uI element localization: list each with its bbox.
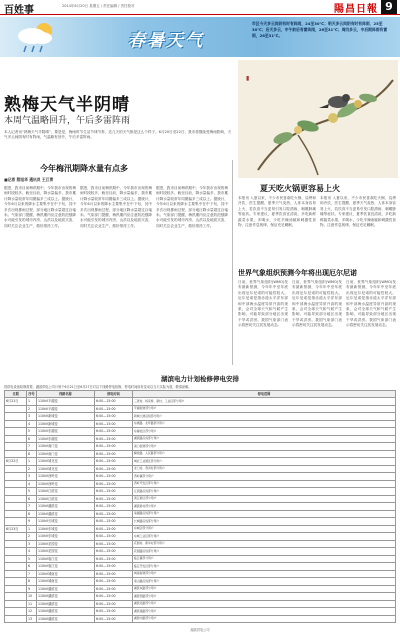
schedule-cell-line: 110kV湖滨变 — [37, 503, 95, 511]
schedule-cell-time: 6:00—15:00 — [95, 420, 133, 428]
schedule-cell-no: 5 — [27, 488, 37, 496]
schedule-header-no: 序号 — [28, 392, 35, 396]
table-row — [5, 555, 396, 563]
schedule-cell-line: 110kV东湖变 — [37, 428, 95, 436]
schedule-cell-time: 6:00—15:00 — [95, 615, 133, 623]
schedule-cell-no: 2 — [27, 465, 37, 473]
schedule-cell-date — [5, 578, 27, 586]
schedule-cell-time: 6:00—15:00 — [95, 458, 133, 466]
schedule-cell-area: 西岭镇部分用户 — [133, 473, 396, 481]
schedule-cell-no: 4 — [27, 480, 37, 488]
cloud-rain-icon — [12, 21, 60, 55]
schedule-cell-date — [5, 540, 27, 548]
flood-article-body-col2: 据悉，我市目前梅汛期中，今年我市出现的梅雨时段较多，截至目前，降水量偏多，我市累计降水量较常年同期偏多三成以上。据统计，今年6月以来的降水主要集中在中下旬，其中多次出现暴雨过程，部分地区降水量超过百毫米。气象部门提醒，梅汛期内应注意防范强降水可能引发的城市内涝、山洪以及地质灾害，同时关注农业生产，做好排涝工作。 — [80, 186, 152, 228]
table-row — [5, 398, 396, 406]
schedule-cell-area: 滨江新区部分用户 — [133, 495, 396, 503]
schedule-cell-no: 8 — [27, 578, 37, 586]
schedule-cell-line: 110kV江滨变 — [37, 488, 95, 496]
schedule-cell-no: 9 — [27, 518, 37, 526]
table-row — [5, 458, 396, 466]
schedule-cell-no: 11 — [27, 600, 37, 608]
flood-article-body-col3: 据悉，我市目前梅汛期中，今年我市出现的梅雨时段较多，截至目前，降水量偏多，我市累计降水量较常年同期偏多三成以上。据统计，今年6月以来的降水主要集中在中下旬，其中多次出现暴雨过程，部分地区降水量超过百毫米。气象部门提醒，梅汛期内应注意防范强降水可能引发的城市内涝、山洪以及地质灾害，同时关注农业生产，做好排涝工作。 — [156, 186, 228, 228]
schedule-cell-date — [5, 428, 27, 436]
schedule-cell-area: 湖滨东路部分用户 — [133, 585, 396, 593]
schedule-cell-no: 5 — [27, 555, 37, 563]
schedule-cell-time: 6:00—15:00 — [95, 473, 133, 481]
schedule-cell-date — [5, 435, 27, 443]
schedule-cell-area: 东湖社区部分用户 — [133, 428, 396, 436]
lead-paragraph: 本人记者讯“熟梅天气半阴晴”，要是是，梅雨时节生活节律节奏，近几天的天气都是这么个样子。6月20日至22日，我市将继续受梅雨影响，天气多云间阴有时有阵雨，气温略有回升，午后多雷阵雨。 — [4, 130, 232, 140]
schedule-cell-no: 7 — [27, 570, 37, 578]
schedule-cell-area: 城北工业园区部分用户 — [133, 458, 396, 466]
schedule-cell-time: 6:00—15:00 — [95, 465, 133, 473]
schedule-header-area: 停电范围 — [133, 391, 396, 398]
schedule-cell-time: 6:00—15:00 — [95, 518, 133, 526]
table-row — [5, 525, 396, 533]
schedule-cell-time: 6:00—15:00 — [95, 585, 133, 593]
schedule-cell-line: 110kV湖滨变 — [37, 615, 95, 623]
schedule-cell-no: 1 — [27, 525, 37, 533]
schedule-cell-date — [5, 615, 27, 623]
schedule-cell-line: 110kV湖滨变 — [37, 593, 95, 601]
schedule-cell-line: 110kV花园变 — [37, 540, 95, 548]
schedule-cell-date — [5, 533, 27, 541]
table-row — [5, 548, 396, 556]
schedule-cell-time: 6:00—15:00 — [95, 435, 133, 443]
schedule-cell-date — [5, 473, 27, 481]
schedule-cell-line: 110kV新城变 — [37, 413, 95, 421]
schedule-cell-no: 10 — [27, 593, 37, 601]
section-name: 百姓事 — [4, 5, 34, 16]
schedule-cell-date — [5, 563, 27, 571]
table-row — [5, 593, 396, 601]
schedule-cell-line: 110kV西岭变 — [37, 473, 95, 481]
schedule-cell-line: 110kV临江变 — [37, 563, 95, 571]
schedule-cell-line: 110kV平湖变 — [37, 398, 95, 406]
schedule-cell-time: 6:00—15:00 — [95, 480, 133, 488]
table-row — [5, 518, 396, 526]
schedule-cell-line: 110kV城南变 — [37, 578, 95, 586]
schedule-cell-time: 6:00—15:00 — [95, 510, 133, 518]
schedule-cell-time: 6:00—15:00 — [95, 503, 133, 511]
schedule-cell-area: 平湖街道部分用户 — [133, 405, 396, 413]
schedule-cell-no: 1 — [27, 398, 37, 406]
schedule-cell-no: 7 — [27, 443, 37, 451]
schedule-cell-date — [5, 488, 27, 496]
forecast-text: 市区今天多云间阴有时有阵雨，24至30℃；明天多云间阴有时有阵雨，25至30℃；后天多云，中午前后有雷阵雨，26至31℃；周四多云，中后期阵雨有雷雨，26至31℃。 — [252, 21, 388, 38]
schedule-cell-area: 花园村、新华村部分用户 — [133, 540, 396, 548]
el-nino-article-title: 世界气象组织预测今年将出现厄尔尼诺 — [238, 269, 357, 277]
schedule-cell-time: 6:00—15:00 — [95, 405, 133, 413]
schedule-cell-line: 110kV西岭变 — [37, 480, 95, 488]
schedule-cell-area: 湖滨北路部分用户 — [133, 600, 396, 608]
page-number: 9 — [381, 0, 397, 14]
schedule-cell-line: 110kV新城变 — [37, 420, 95, 428]
schedule-cell-area: 东城区部分用户 — [133, 525, 396, 533]
schedule-cell-date — [5, 450, 27, 458]
schedule-cell-line: 110kV南门变 — [37, 443, 95, 451]
schedule-cell-line: 110kV湖滨变 — [37, 608, 95, 616]
schedule-cell-line: 110kV城北变 — [37, 465, 95, 473]
schedule-cell-date: 6月22日 — [5, 458, 27, 466]
schedule-cell-area: 湖滨南路部分用户 — [133, 608, 396, 616]
table-row — [5, 608, 396, 616]
schedule-cell-area: 江滨路沿线部分用户 — [133, 488, 396, 496]
schedule-cell-area: 南湖路沿线部分用户 — [133, 510, 396, 518]
table-row — [5, 405, 396, 413]
svg-text:▮: ▮ — [246, 75, 250, 82]
table-row — [5, 480, 396, 488]
schedule-cell-area: 城南街道部分用户 — [133, 570, 396, 578]
flood-article-body: 据悉，我市目前梅汛期中，今年我市出现的梅雨时段较多，截至目前，降水量偏多，我市累计降水量较常年同期偏多三成以上。据统计，今年6月以来的降水主要集中在中下旬，其中多次出现暴雨过程，部分地区降水量超过百毫米。气象部门提醒，梅汛期内应注意防范强降水可能引发的城市内涝、山洪以及地质灾害，同时关注农业生产，做好排涝工作。 — [4, 186, 76, 228]
schedule-cell-area: 南山路沿线部分用户 — [133, 578, 396, 586]
schedule-cell-time: 6:00—15:00 — [95, 600, 133, 608]
schedule-cell-date — [5, 413, 27, 421]
schedule-cell-no: 2 — [27, 533, 37, 541]
schedule-cell-date: 6月23日 — [5, 525, 27, 533]
schedule-cell-no: 3 — [27, 413, 37, 421]
schedule-cell-time: 6:00—15:00 — [95, 488, 133, 496]
schedule-header-row — [5, 391, 396, 398]
schedule-cell-line: 110kV城南变 — [37, 570, 95, 578]
table-row — [5, 488, 396, 496]
schedule-cell-no: 7 — [27, 503, 37, 511]
schedule-cell-area: 解放路、人民路部分用户 — [133, 450, 396, 458]
schedule-cell-no: 9 — [27, 585, 37, 593]
schedule-cell-date — [5, 570, 27, 578]
schedule-cell-date: 6月21日 — [5, 398, 27, 406]
schedule-cell-time: 6:00—15:00 — [95, 548, 133, 556]
footer-credit: 湖滨供电公司 — [190, 628, 210, 632]
schedule-cell-time: 6:00—15:00 — [95, 398, 133, 406]
schedule-cell-time: 6:00—15:00 — [95, 570, 133, 578]
el-nino-article-body-col3: 日前，世界气象组织(WMO)发布最新预测，今年年中至年底出现厄尔尼诺的可能性较大。厄尔尼诺是指赤道太平洋东部和中部海水温度异常升高的现象，会对全球天气和气候产生影响，可能导致部分地区出现干旱或洪涝。我国气象部门表示将密切关注其发展动态。 — [346, 280, 396, 328]
schedule-cell-area: 湖滨中路部分用户 — [133, 615, 396, 623]
el-nino-article-body: 日前，世界气象组织(WMO)发布最新预测，今年年中至年底出现厄尔尼诺的可能性较大。厄尔尼诺是指赤道太平洋东部和中部海水温度异常升高的现象，会对全球天气和气候产生影响，可能导致部分地区出现干旱或洪涝。我国气象部门表示将密切关注其发展动态。 — [238, 280, 288, 328]
masthead — [0, 0, 400, 15]
schedule-cell-time: 6:00—15:00 — [95, 413, 133, 421]
schedule-cell-line: 110kV东城变 — [37, 533, 95, 541]
schedule-cell-area: 临江镇部分用户 — [133, 555, 396, 563]
schedule-cell-no: 6 — [27, 563, 37, 571]
schedule-cell-date — [5, 608, 27, 616]
schedule-header-date: 日期 — [5, 391, 27, 398]
schedule-cell-time: 6:00—15:00 — [95, 495, 133, 503]
schedule-cell-time: 6:00—15:00 — [95, 608, 133, 616]
schedule-body — [5, 398, 396, 623]
schedule-cell-line: 110kV临江变 — [37, 555, 95, 563]
schedule-cell-date — [5, 585, 27, 593]
schedule-cell-line: 110kV南门变 — [37, 450, 95, 458]
schedule-cell-no: 3 — [27, 540, 37, 548]
schedule-cell-date — [5, 600, 27, 608]
table-row — [5, 533, 396, 541]
table-row — [5, 473, 396, 481]
schedule-table — [4, 390, 396, 623]
table-row — [5, 435, 396, 443]
schedule-cell-time: 6:00—15:00 — [95, 563, 133, 571]
schedule-cell-time: 6:00—15:00 — [95, 443, 133, 451]
schedule-cell-time: 6:00—15:00 — [95, 525, 133, 533]
schedule-cell-date — [5, 503, 27, 511]
schedule-cell-no: 4 — [27, 420, 37, 428]
schedule-cell-line: 110kV湖滨变 — [37, 600, 95, 608]
schedule-cell-date — [5, 593, 27, 601]
schedule-cell-no: 8 — [27, 510, 37, 518]
flood-article-byline: ■记者 蔡旭华 通讯员 王江青 — [4, 177, 54, 182]
schedule-cell-time: 6:00—15:00 — [95, 540, 133, 548]
schedule-cell-line: 110kV平湖变 — [37, 405, 95, 413]
schedule-title: 湖滨电力计划检修停电安排 — [161, 375, 239, 383]
schedule-cell-time: 6:00—15:00 — [95, 533, 133, 541]
schedule-note: 因供电设备检修需要，湖滨供电公司计划于6月21日至6月27日对以下线路停电检修，停电时间如有变动以当天实际为准，敬请谅解。 — [4, 385, 192, 389]
schedule-cell-area: 湖滨路沿线部分用户 — [133, 435, 396, 443]
table-row — [5, 450, 396, 458]
table-row — [5, 428, 396, 436]
main-headline: 熟梅天气半阴晴 — [4, 95, 130, 115]
schedule-cell-no: 4 — [27, 548, 37, 556]
table-row — [5, 443, 396, 451]
schedule-cell-no: 1 — [27, 458, 37, 466]
banner-title: 春暑天气 — [128, 31, 204, 51]
schedule-cell-time: 6:00—15:00 — [95, 450, 133, 458]
schedule-cell-no: 13 — [27, 615, 37, 623]
column-divider — [232, 160, 233, 365]
schedule-cell-date — [5, 465, 27, 473]
schedule-cell-line: 110kV东城变 — [37, 525, 95, 533]
schedule-cell-area: 湖滨西路部分用户 — [133, 593, 396, 601]
schedule-cell-area: 临江开发区部分用户 — [133, 563, 396, 571]
main-subheadline: 本周气温略回升，午后多雷阵雨 — [4, 116, 131, 126]
schedule-cell-time: 6:00—15:00 — [95, 578, 133, 586]
weather-banner — [0, 17, 400, 57]
schedule-cell-area: 三湾村、杨家桥、新村、工业区部分用户 — [133, 398, 396, 406]
schedule-cell-area: 东港路、北环路部分用户 — [133, 420, 396, 428]
schedule-header-line: 线路名称 — [37, 391, 95, 398]
schedule-cell-line: 110kV城北变 — [37, 458, 95, 466]
schedule-cell-line: 110kV东湖变 — [37, 435, 95, 443]
table-row — [5, 503, 396, 511]
schedule-cell-time: 6:00—15:00 — [95, 555, 133, 563]
schedule-cell-date — [5, 555, 27, 563]
schedule-cell-area: 新城大道沿线部分用户 — [133, 413, 396, 421]
table-row — [5, 615, 396, 623]
table-row — [5, 570, 396, 578]
schedule-cell-no: 12 — [27, 608, 37, 616]
schedule-cell-line: 110kV湖滨变 — [37, 585, 95, 593]
schedule-cell-area: 东城工业区部分用户 — [133, 533, 396, 541]
table-row — [5, 420, 396, 428]
table-row — [5, 413, 396, 421]
table-row — [5, 510, 396, 518]
schedule-cell-date — [5, 443, 27, 451]
schedule-cell-date — [5, 548, 27, 556]
schedule-cell-no: 8 — [27, 450, 37, 458]
table-row — [5, 600, 396, 608]
table-row — [5, 540, 396, 548]
schedule-cell-area: 西岭开发区部分用户 — [133, 480, 396, 488]
schedule-cell-date — [5, 510, 27, 518]
schedule-cell-area: 长城路沿线部分用户 — [133, 518, 396, 526]
schedule-cell-line: 110kV江滨变 — [37, 495, 95, 503]
schedule-cell-no: 5 — [27, 428, 37, 436]
schedule-cell-no: 3 — [27, 473, 37, 481]
newspaper-brand: 陽昌日報 — [334, 4, 378, 15]
schedule-cell-area: 南门街道部分用户 — [133, 443, 396, 451]
table-row — [5, 585, 396, 593]
issue-info: 2014年6月20日 星期五 / 责任编辑 / 责任校对 — [62, 4, 135, 8]
schedule-cell-date — [5, 495, 27, 503]
schedule-cell-no: 6 — [27, 495, 37, 503]
schedule-cell-no: 2 — [27, 405, 37, 413]
illness-article-body-col2: 本报讯 入夏以来，不少市民喜欢吃火锅、烧烤和冷饮，医生提醒，夏季天气炎热，人体本身容易上火，若饮食不当更易引发口腔溃疡、咽喉肿痛等症状。专家建议，夏季饮食宜清淡，多吃新鲜蔬菜水果，多喝水，少吃辛辣油腻和刺激性食物，注意作息规律，保证充足睡眠。 — [320, 196, 396, 228]
schedule-cell-time: 6:00—15:00 — [95, 428, 133, 436]
table-row — [5, 465, 396, 473]
schedule-cell-line: 110kV长城变 — [37, 518, 95, 526]
schedule-cell-line: 110kV花园变 — [37, 548, 95, 556]
schedule-cell-no: 6 — [27, 435, 37, 443]
el-nino-article-body-col2: 日前，世界气象组织(WMO)发布最新预测，今年年中至年底出现厄尔尼诺的可能性较大。厄尔尼诺是指赤道太平洋东部和中部海水温度异常升高的现象，会对全球天气和气候产生影响，可能导致部分地区出现干旱或洪涝。我国气象部门表示将密切关注其发展动态。 — [292, 280, 342, 328]
schedule-cell-area: 湖滨新村部分用户 — [133, 503, 396, 511]
schedule-header-time: 停电时间 — [95, 391, 133, 398]
bird-flower-painting — [238, 60, 398, 178]
schedule-cell-line: 110kV湖滨变 — [37, 510, 95, 518]
schedule-cell-date — [5, 518, 27, 526]
illness-article-body: 本报讯 入夏以来，不少市民喜欢吃火锅、烧烤和冷饮，医生提醒，夏季天气炎热，人体本身容易上火，若饮食不当更易引发口腔溃疡、咽喉肿痛等症状。专家建议，夏季饮食宜清淡，多吃新鲜蔬菜水果，多喝水，少吃辛辣油腻和刺激性食物，注意作息规律，保证充足睡眠。 — [238, 196, 316, 228]
schedule-cell-date — [5, 405, 27, 413]
table-row — [5, 495, 396, 503]
schedule-cell-area: 北门村、西河村部分用户 — [133, 465, 396, 473]
flood-article-title: 今年梅汛期降水量有点多 — [40, 164, 128, 173]
schedule-cell-area: 花园路沿线部分用户 — [133, 548, 396, 556]
illness-article-title: 夏天吃火锅更容易上火 — [260, 184, 340, 193]
schedule-cell-date — [5, 480, 27, 488]
schedule-cell-date — [5, 420, 27, 428]
table-row — [5, 578, 396, 586]
schedule-cell-time: 6:00—15:00 — [95, 593, 133, 601]
table-row — [5, 563, 396, 571]
